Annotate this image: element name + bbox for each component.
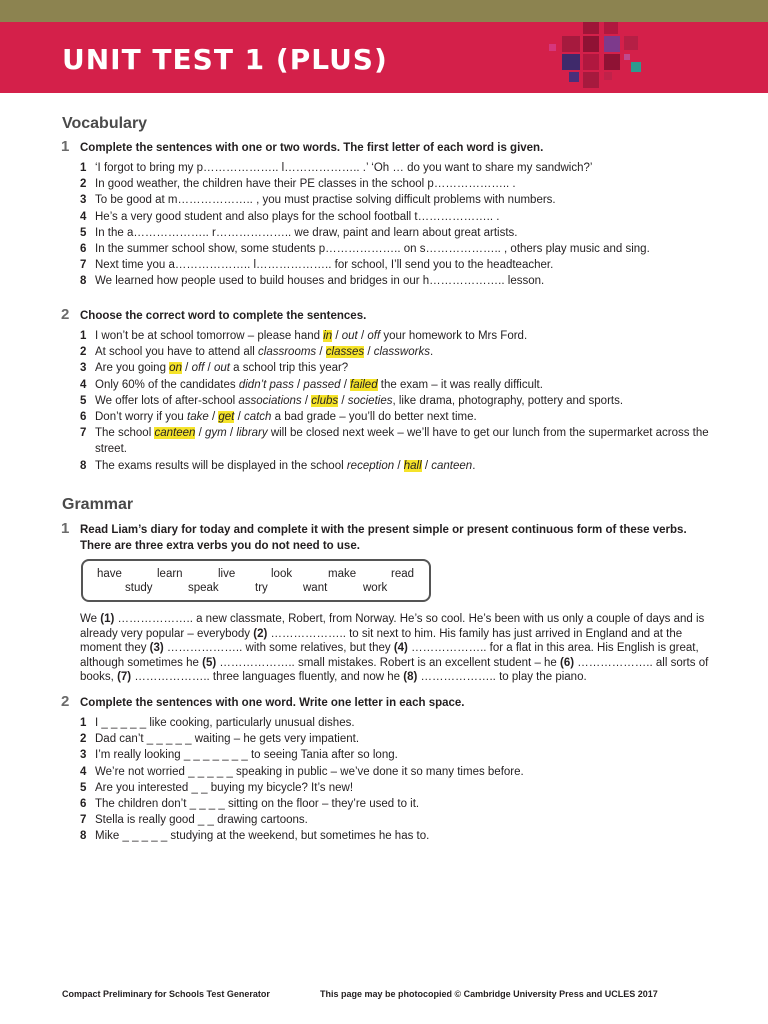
answer-blank: ………………..	[256, 259, 332, 272]
question-text: ‘I forgot to bring my p	[95, 162, 204, 174]
answer-blank: ………………..	[284, 162, 363, 174]
question-text: for school, I’ll send you to the headteacher.	[331, 259, 554, 272]
question-text: Are you going	[95, 362, 170, 375]
answer-blank: ………………..	[417, 210, 494, 223]
question-item	[80, 225, 720, 241]
diary-text	[80, 612, 710, 685]
answer-blank: ………………..	[325, 243, 401, 256]
question-number: 6	[80, 243, 87, 256]
question-text: /	[301, 394, 312, 407]
exercise-number: 2	[61, 306, 70, 323]
question-text: will be closed next week – we’ll have to get our lunch from the supermarket across the street.	[95, 427, 709, 456]
question-text: off	[191, 362, 205, 375]
question-text: The exams results will be displayed in the school	[95, 459, 347, 472]
word-box-verb: study	[125, 582, 153, 594]
question-number: 5	[80, 394, 87, 407]
question-text: We’re not worried _ _ _ _ _ speaking in public – we’ve done it so many times before.	[95, 765, 524, 778]
question-text: /	[226, 427, 237, 440]
question-text: Mike _ _ _ _ _ studying at the weekend, but sometimes he has to.	[95, 830, 430, 843]
question-text: your homework to Mrs Ford.	[380, 330, 528, 342]
question-text: societies	[347, 394, 393, 407]
answer-blank: ………………..	[215, 226, 292, 239]
question-number: 4	[80, 378, 87, 391]
question-text: catch	[243, 411, 272, 424]
footer-right: This page may be photocopied © Cambridge University Press and UCLES 2017	[320, 989, 658, 999]
question-text: /	[332, 330, 342, 342]
grammar-heading: Grammar	[62, 496, 134, 513]
question-text: I’m really looking _ _ _ _ _ _ _ to seeing Tania after so long.	[95, 749, 398, 762]
question-number: 4	[80, 765, 87, 778]
answer-blank: ………………..	[174, 259, 251, 272]
question-text: the exam – it was really difficult.	[377, 378, 543, 391]
question-text: He’s a very good student and also plays for the school football t	[95, 210, 418, 223]
exercise-instruction: Read Liam’s diary for today and complete it with the present simple or present continuous form of these verbs. There are three extra verbs you do not need to use.	[80, 524, 687, 552]
question-item	[80, 764, 720, 780]
question-number: 3	[80, 194, 87, 207]
question-text: /	[293, 378, 304, 391]
question-text: associations	[238, 394, 302, 407]
question-number: 2	[80, 178, 87, 191]
question-text: /	[338, 394, 348, 407]
word-box-verb: learn	[157, 568, 183, 580]
question-text: /	[421, 459, 432, 472]
question-item	[80, 747, 720, 763]
question-number: 8	[80, 830, 87, 843]
exercise-instruction: Complete the sentences with one word. Write one letter in each space.	[80, 697, 465, 709]
question-number: 6	[80, 798, 87, 811]
question-text: canteen	[431, 459, 473, 472]
highlighted-answer: hall	[403, 459, 422, 472]
question-item	[80, 360, 720, 376]
exercise-number: 2	[61, 693, 70, 710]
exercise-number: 1	[61, 520, 70, 537]
question-text: /	[204, 362, 214, 375]
top-band	[0, 0, 768, 22]
vocabulary-exercise-2-list	[80, 328, 720, 474]
gap-number: (1)	[100, 613, 115, 625]
question-item	[80, 192, 720, 208]
answer-blank: ………………..	[203, 162, 282, 174]
question-number: 7	[80, 259, 87, 272]
question-number: 1	[80, 162, 87, 174]
gap-number: (4)	[393, 642, 408, 655]
question-text: /	[234, 411, 244, 424]
question-text: /	[181, 362, 192, 375]
question-text: .	[493, 210, 500, 223]
word-box-verb: speak	[188, 582, 219, 594]
question-item	[80, 160, 720, 176]
answer-blank: ………………..	[425, 243, 501, 256]
question-text: gym	[204, 427, 227, 440]
question-number: 5	[80, 226, 87, 239]
question-number: 3	[80, 362, 87, 375]
question-number: 1	[80, 330, 87, 342]
question-text: passed	[303, 378, 341, 391]
question-text: a bad grade – you’ll do better next time.	[271, 411, 477, 424]
question-text: Are you interested _ _ buying my bicycle? It’s new!	[95, 781, 354, 794]
gap-number: (5)	[202, 656, 217, 669]
question-number: 3	[80, 749, 87, 762]
word-box-verb: want	[303, 582, 328, 594]
question-text: We learned how people used to build houses and bridges in our h	[95, 275, 430, 288]
question-text: reception	[346, 459, 395, 472]
question-number: 7	[80, 814, 87, 827]
question-text: In good weather, the children have their PE classes in the school p	[95, 178, 434, 191]
question-text: library	[236, 427, 268, 440]
vocabulary-exercise-1-list	[80, 160, 720, 290]
question-text: /	[316, 346, 326, 359]
question-item	[80, 328, 720, 344]
question-item	[80, 241, 720, 257]
vocabulary-heading: Vocabulary	[62, 115, 148, 132]
gap-number: (6)	[560, 656, 575, 669]
highlighted-answer: classes	[325, 346, 365, 359]
answer-blank: ………………..	[133, 226, 212, 239]
question-text: classrooms	[258, 346, 317, 359]
diary-segment: We	[80, 613, 101, 625]
question-number: 7	[80, 427, 87, 440]
question-text: /	[195, 427, 205, 440]
question-item	[80, 828, 720, 844]
word-box-verb: look	[271, 568, 293, 580]
diary-segment: ……………….. small mistakes. Robert is an excellent student – he	[216, 656, 561, 669]
question-text: take	[187, 411, 209, 424]
question-number: 5	[80, 781, 87, 794]
question-text: , you must practise solving difficult problems with numbers.	[252, 194, 556, 207]
question-item	[80, 425, 720, 457]
diary-segment: ……………….. a new classmate, Robert, from Norway. He’s so cool. He’s been with us only a couple of days and is already very popular – everybody	[80, 613, 705, 640]
question-item	[80, 393, 720, 409]
question-text: /	[340, 378, 351, 391]
highlighted-answer: canteen	[154, 427, 196, 440]
question-text: .	[472, 459, 476, 472]
highlighted-answer: failed	[350, 378, 378, 391]
question-item	[80, 780, 720, 796]
question-number: 2	[80, 346, 87, 359]
question-number: 4	[80, 210, 87, 223]
answer-blank: ………………..	[177, 194, 253, 207]
word-box-verb: try	[255, 582, 268, 594]
question-text: l	[281, 162, 285, 174]
question-item	[80, 796, 720, 812]
diary-segment: ……………….. to sit next to him. His family has just arrived in England and at the moment they	[80, 627, 683, 655]
question-text: didn’t pass	[238, 378, 294, 391]
highlighted-answer: on	[169, 362, 182, 375]
gap-number: (2)	[253, 627, 268, 640]
question-text: /	[208, 411, 219, 424]
question-text: /	[394, 459, 404, 472]
question-text: , others play music and sing.	[500, 243, 650, 256]
question-text: We offer lots of after-school	[95, 394, 239, 407]
word-box-verb: have	[97, 568, 122, 580]
highlighted-answer: get	[218, 411, 235, 424]
question-text: Only 60% of the candidates	[95, 378, 239, 391]
word-box-verb: read	[391, 568, 415, 580]
gap-number: (7)	[117, 671, 132, 684]
question-item	[80, 257, 720, 273]
question-number: 1	[80, 717, 87, 729]
question-text: , like drama, photography, pottery and sports.	[392, 394, 624, 407]
exercise-instruction: Choose the correct word to complete the sentences.	[80, 310, 367, 322]
answer-blank: ………………..	[433, 178, 510, 191]
question-text: Next time you a	[95, 259, 175, 272]
question-item	[80, 812, 720, 828]
question-item	[80, 209, 720, 225]
question-text: a school trip this year?	[229, 362, 349, 375]
question-text: The school	[95, 427, 155, 440]
question-text: At school you have to attend all	[95, 346, 259, 359]
question-text: .	[509, 178, 516, 191]
grammar-exercise-2-list	[80, 715, 720, 845]
answer-blank: ………………..	[429, 275, 505, 288]
question-text: we draw, paint and learn about great artists.	[291, 226, 518, 239]
page-title: UNIT TEST 1 (PLUS)	[62, 43, 388, 76]
question-text: out	[341, 330, 358, 342]
word-box	[81, 559, 431, 602]
question-text: In the summer school show, some students p	[95, 243, 326, 256]
question-item	[80, 344, 720, 360]
highlighted-answer: clubs	[311, 394, 339, 407]
question-text: off	[367, 330, 381, 342]
word-box-verb: work	[363, 582, 388, 594]
question-item	[80, 273, 720, 289]
question-text: The children don’t _ _ _ _ sitting on the floor – they’re used to it.	[95, 798, 420, 811]
question-item	[80, 409, 720, 425]
question-text: .’ ‘Oh … do you want to share my sandwich?’	[362, 162, 593, 174]
question-item	[80, 731, 720, 747]
diary-segment: ……………….. to play the piano.	[417, 671, 587, 684]
question-text: I _ _ _ _ _ like cooking, particularly unusual dishes.	[95, 717, 355, 729]
question-text: classworks	[373, 346, 430, 359]
question-text: /	[364, 346, 374, 359]
word-box-verb: live	[218, 568, 236, 580]
diary-segment: ……………….. three languages fluently, and now he	[131, 671, 404, 684]
question-text: Dad can’t _ _ _ _ _ waiting – he gets very impatient.	[95, 733, 360, 746]
diary-segment: ……………….. all sorts of books,	[80, 656, 709, 684]
question-text: Stella is really good _ _ drawing cartoons.	[95, 814, 308, 827]
diary-segment: ……………….. for a flat in this area. His English is great, although sometimes he	[80, 642, 699, 669]
question-text: l	[250, 259, 257, 272]
question-text: .	[429, 346, 434, 359]
question-text: /	[357, 330, 368, 342]
question-item	[80, 458, 720, 474]
question-text: on s	[400, 243, 426, 256]
question-item	[80, 176, 720, 192]
question-number: 6	[80, 411, 87, 424]
question-text: Don’t worry if you	[95, 411, 188, 424]
question-number: 2	[80, 733, 87, 746]
question-number: 8	[80, 459, 87, 472]
question-item	[80, 377, 720, 393]
footer-left: Compact Preliminary for Schools Test Generator	[62, 989, 270, 999]
question-text: lesson.	[504, 275, 545, 288]
highlighted-answer: in	[323, 330, 333, 342]
question-text: I won’t be at school tomorrow – please hand	[95, 330, 324, 342]
diary-segment: ……………….. with some relatives, but they	[163, 642, 394, 655]
gap-number: (3)	[149, 642, 164, 655]
question-number: 8	[80, 275, 87, 288]
word-box-verb: make	[328, 568, 357, 580]
question-text: out	[213, 362, 230, 375]
exercise-number: 1	[61, 138, 70, 155]
question-item	[80, 715, 720, 731]
question-text: r	[211, 226, 216, 239]
exercise-instruction: Complete the sentences with one or two words. The first letter of each word is given.	[80, 142, 544, 154]
gap-number: (8)	[403, 671, 418, 684]
question-text: To be good at m	[95, 194, 178, 207]
question-text: In the a	[95, 226, 134, 239]
